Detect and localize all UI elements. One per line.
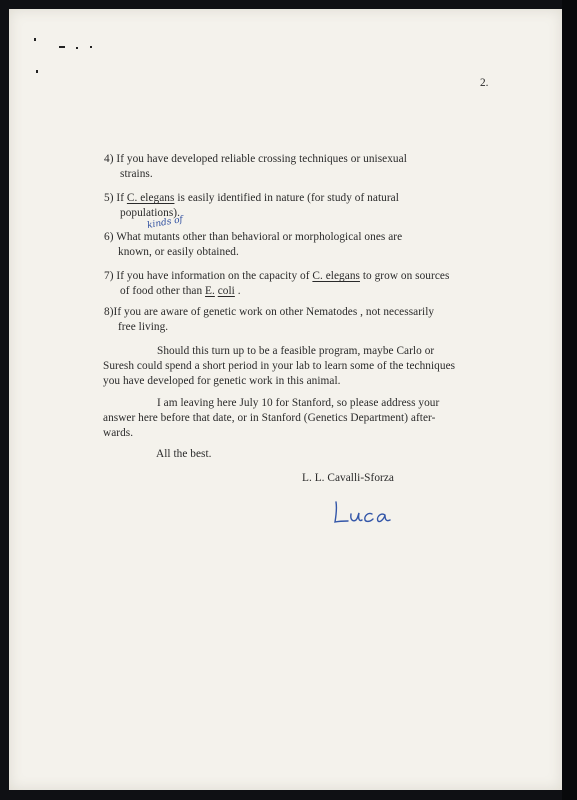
item-text: .: [234, 285, 241, 297]
item-text: If you are aware of genetic work on other Nematodes , not necessarily: [113, 306, 435, 318]
item-text: to grow on sources: [359, 270, 450, 282]
paragraph-line: you have developed for genetic work in this animal.: [103, 375, 341, 387]
list-item-5-cont: populations).: [120, 207, 180, 219]
stray-mark: [59, 46, 65, 48]
item-text: What: [116, 231, 144, 243]
signer-name: L. L. Cavalli-Sforza: [302, 472, 394, 484]
paragraph-line: Should this turn up to be a feasible program, maybe Carlo or: [157, 345, 435, 357]
list-item-7: [104, 269, 449, 285]
paragraph-line: answer here before that date, or in Stanford (Genetics Department) after-: [103, 412, 436, 424]
list-item-8: [104, 305, 434, 321]
item-text: If you have developed reliable crossing techniques or unisexual: [116, 153, 407, 165]
species-name: E.: [205, 285, 215, 297]
item-number: 4): [104, 153, 114, 165]
item-text: is easily identified in nature (for study of natural: [174, 192, 399, 204]
item-text: If: [116, 192, 127, 204]
species-name: C. elegans: [126, 192, 175, 204]
list-item-4-cont: strains.: [120, 168, 153, 180]
stray-mark: [76, 47, 78, 49]
list-item-8-cont: free living.: [118, 321, 169, 333]
list-item-6-cont: known, or easily obtained.: [118, 246, 239, 258]
item-number: 6): [104, 231, 114, 243]
item-number: 8): [104, 306, 114, 318]
item-number: 5): [104, 192, 114, 204]
item-text: mutants other than behavioral or morphological ones are: [143, 231, 403, 243]
species-name: coli: [217, 285, 235, 297]
list-item-7-cont: [120, 284, 241, 300]
paragraph-line: wards.: [103, 427, 134, 439]
paragraph-line: Suresh could spend a short period in your lab to learn some of the techniques: [103, 360, 456, 372]
item-text: of food other than: [120, 285, 206, 297]
handwritten-insertion: kinds of: [146, 214, 184, 232]
list-item-5: [104, 191, 399, 207]
signature: [330, 498, 394, 528]
page-number: 2.: [480, 77, 489, 89]
item-number: 7): [104, 270, 114, 282]
list-item-6: [104, 230, 402, 246]
item-text: If you have information on the capacity of: [116, 270, 313, 282]
closing: All the best.: [156, 448, 212, 460]
paragraph-line: I am leaving here July 10 for Stanford, so please address your: [157, 397, 440, 409]
stray-mark: [36, 70, 38, 73]
stray-mark: [34, 38, 36, 41]
scan-border: [562, 0, 577, 800]
stray-mark: [90, 46, 92, 48]
list-item-4: [104, 152, 407, 168]
species-name: C. elegans: [312, 270, 360, 282]
